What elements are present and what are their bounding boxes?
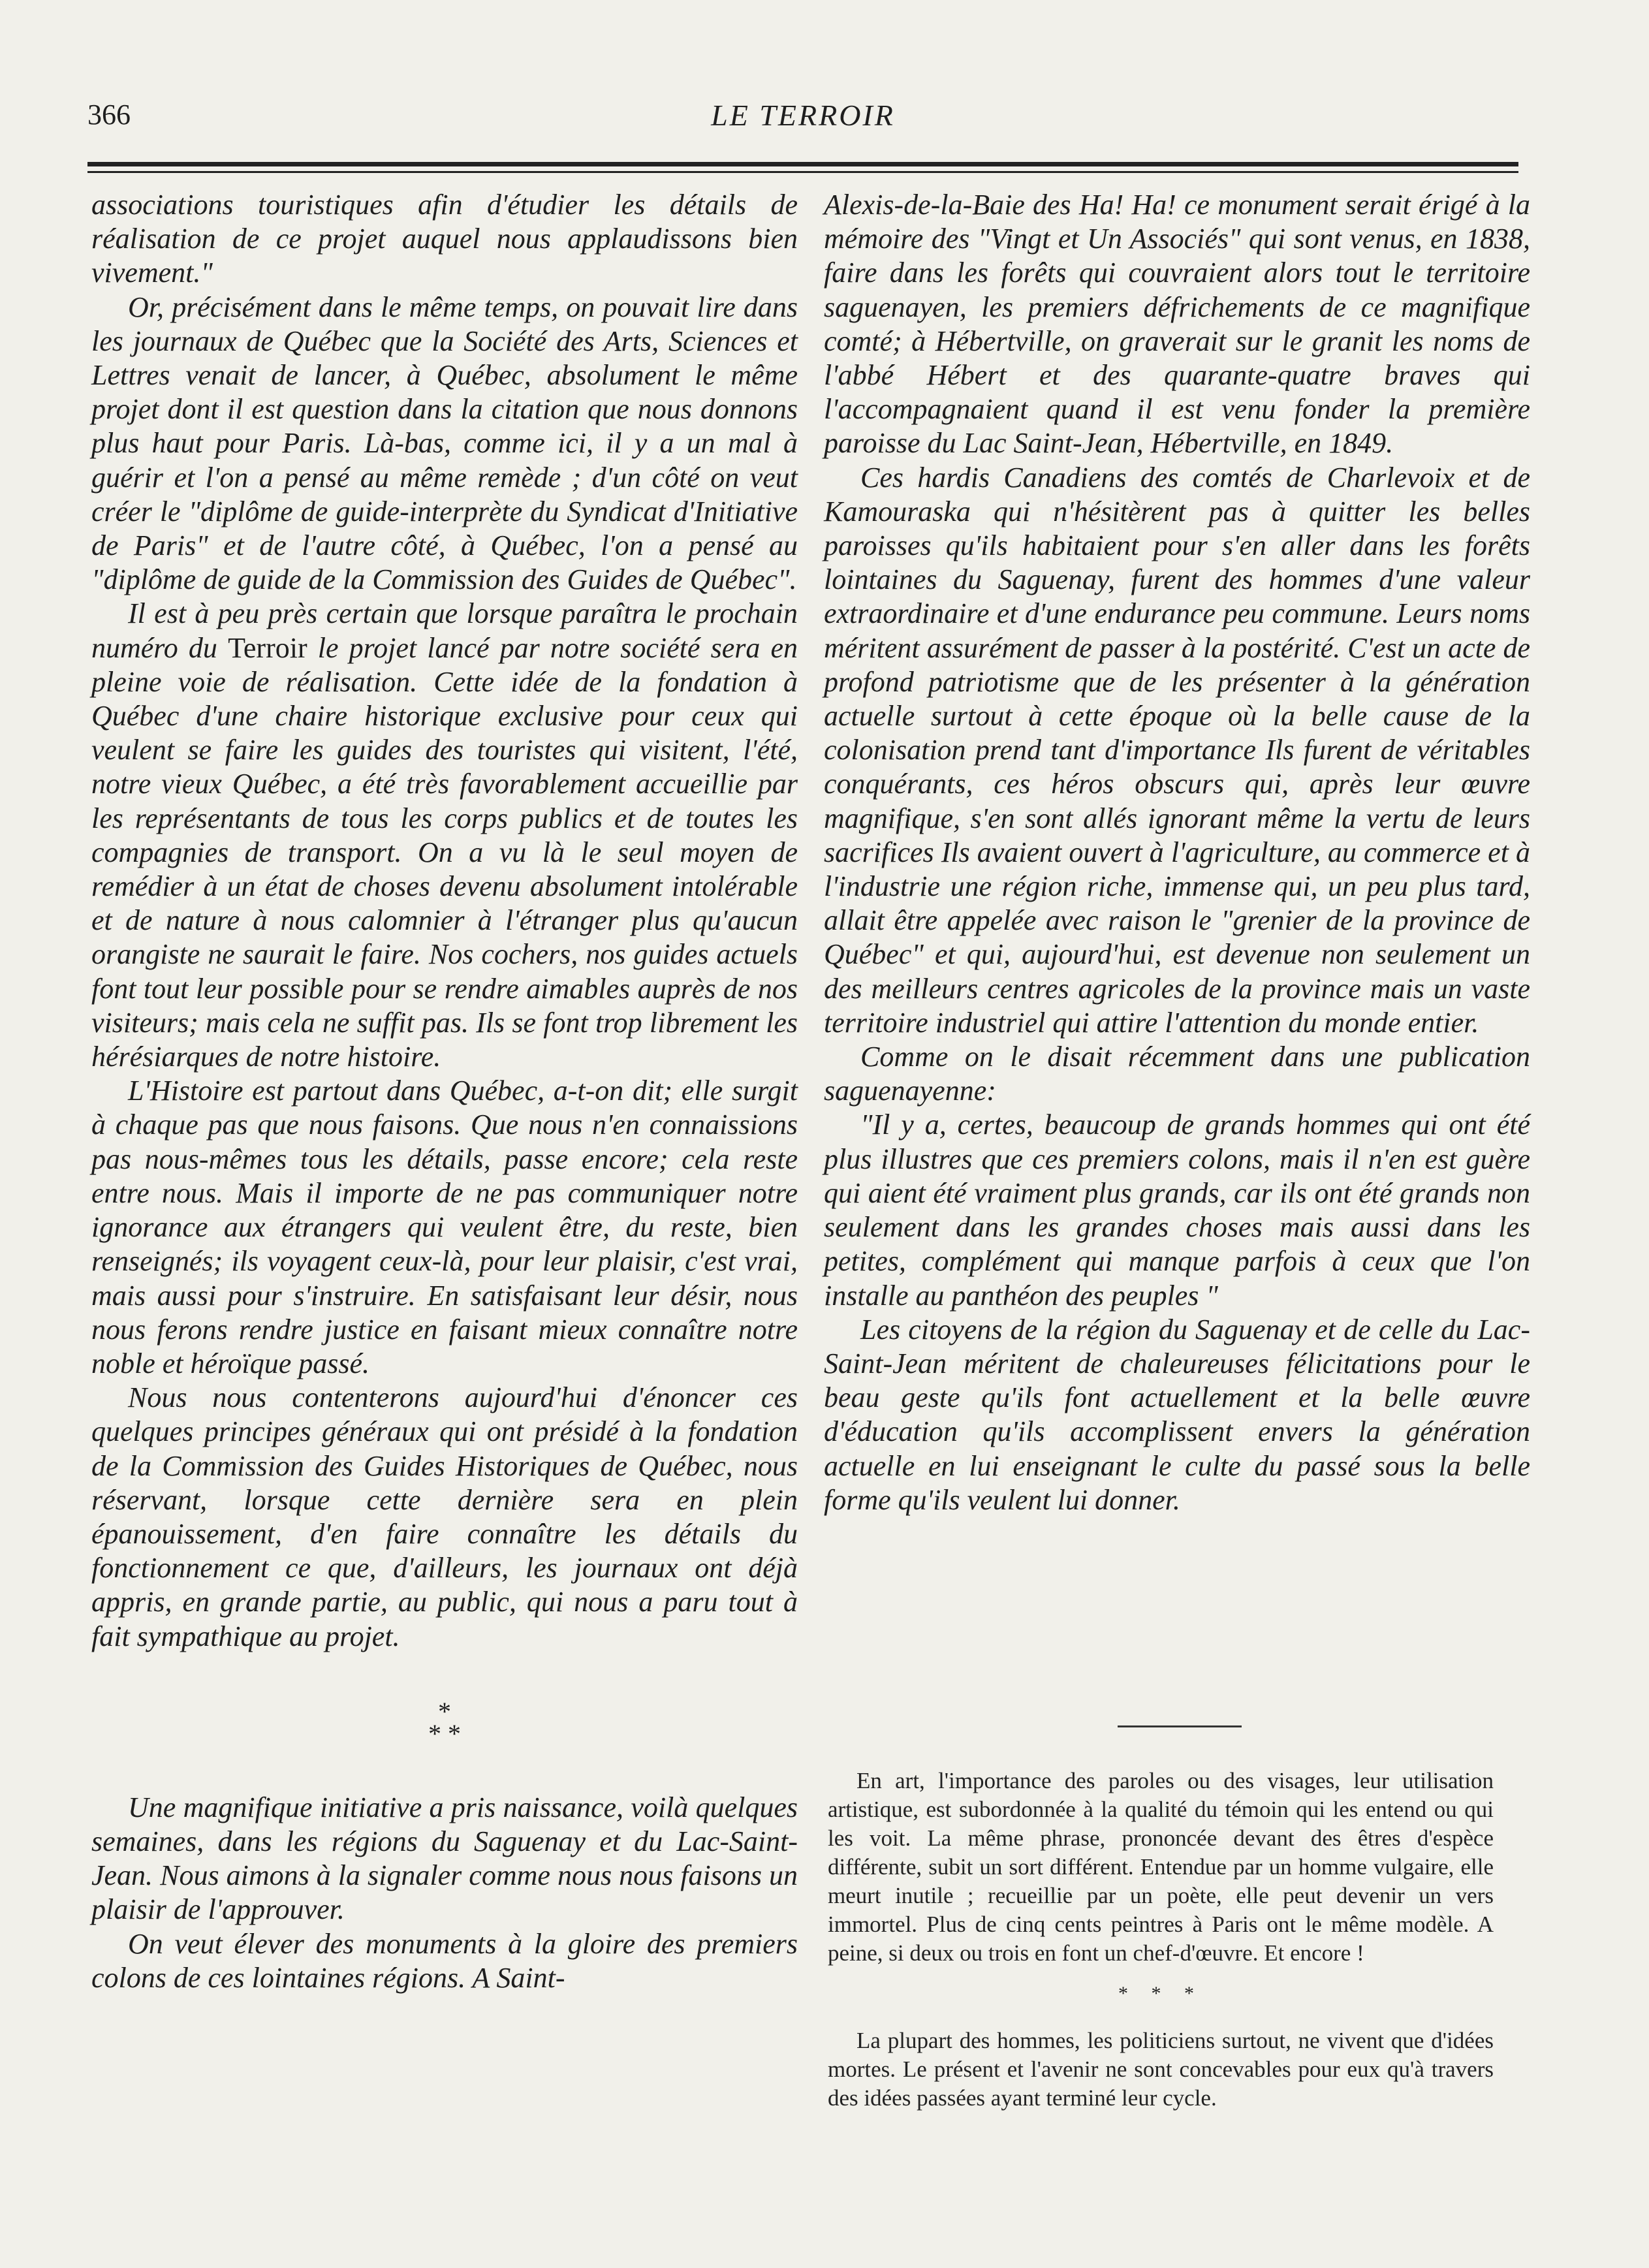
page-number: 366 xyxy=(87,99,131,131)
footer-notes xyxy=(828,1767,1494,2113)
note-separator: * * * xyxy=(1118,1983,1203,2004)
paragraph: Alexis-de-la-Baie des Ha! Ha! ce monument serait érigé à la mémoire des "Vingt et Un Associés" qui sont venus, en 1838, faire dans les forêts qui couvraient alors tout le territoire saguenayen, les premiers défrichements de ce magnifique comté; à Hébertville, on graverait sur le granit les noms de l'abbé Hébert et des quarante-quatre braves qui l'accompagnaient quand il est venu fonder la première paroisse du Lac Saint-Jean, Hébertville, en 1849. xyxy=(824,189,1530,460)
paragraph: On veut élever des monuments à la gloire des premiers colons de ces lointaines régions. A Saint- xyxy=(91,1927,798,1994)
publication-title: Terroir xyxy=(228,631,307,664)
paragraph: Ces hardis Canadiens des comtés de Charlevoix et de Kamouraska qui n'hésitèrent pas à quitter les belles paroisses qu'ils habitaient pour s'en aller dans les forêts lointaines du Saguenay, furent des hommes d'une valeur extraordinaire et d'une endurance peu commune. Leurs noms méritent assurément de passer à la postérité. C'est un acte de profond patriotisme que de les présenter à la génération actuelle surtout à cette époque où la belle cause de la colonisation prend tant d'importance Ils furent de véritables conquérants, ces héros obscurs qui, après leur œuvre magnifique, s'en sont allés ignorant même la vertu de leurs sacrifices Ils avaient ouvert à l'agriculture, au commerce et à l'industrie une région riche, immense qui, un peu plus tard, allait être appelée avec raison le "grenier de la province de Québec" et qui, aujourd'hui, est devenue non seulement un des meilleurs centres agricoles de la province mais un vaste territoire industriel qui attire l'attention du monde entier. xyxy=(824,461,1530,1039)
note-paragraph: En art, l'importance des paroles ou des visages, leur utilisation artistique, est subordonnée à la qualité du témoin qui les entend ou qui les voit. La même phrase, prononcée devant des êtres d'espèce différente, subit un sort différent. Entendue par un homme vulgaire, elle meurt inutile ; recueillie par un poète, elle peut devenir un vers immortel. Plus de cinq cents peintres à Paris ont le même modèle. A peine, si deux ou trois en font un chef-d'œuvre. Et encore ! xyxy=(828,1768,1494,1966)
asterism-top: * xyxy=(438,1696,451,1726)
asterism-bottom: * * xyxy=(428,1718,461,1748)
running-title: LE TERROIR xyxy=(711,99,895,132)
paragraph: Or, précisément dans le même temps, on pouvait lire dans les journaux de Québec que la Société des Arts, Sciences et Lettres venait de lancer, à Québec, absolument le même projet dont il est question dans la citation que nous donnons plus haut pour Paris. Là-bas, comme ici, il y a un mal à guérir et l'on a pensé au même remède ; d'un côté on veut créer le "diplôme de guide-interprète du Syndicat d'Initiative de Paris" et de l'autre côté, à Québec, l'on a pensé au "diplôme de guide de la Commission des Guides de Québec". xyxy=(91,291,798,596)
header-rule-thin xyxy=(87,171,1518,173)
paragraph-text: Il est à peu près certain que lorsque paraîtra le prochain numéro du xyxy=(91,597,798,664)
section-divider xyxy=(1118,1725,1242,1727)
note-paragraph: La plupart des hommes, les politiciens surtout, ne vivent que d'idées mortes. Le présent et l'avenir ne sont concevables pour eux qu'à travers des idées passées ayant terminé leur cycle. xyxy=(828,2028,1494,2111)
paragraph xyxy=(91,597,798,1074)
header-rule-thick xyxy=(87,162,1518,166)
paragraph: Une magnifique initiative a pris naissance, voilà quelques semaines, dans les régions du Saguenay et du Lac-Saint-Jean. Nous aimons à la signaler comme nous nous faisons un plaisir de l'approuver. xyxy=(91,1791,798,1926)
quotation: "Il y a, certes, beaucoup de grands hommes qui ont été plus illustres que ces premiers colons, mais il n'en est guère qui aient été vraiment plus grands, car ils ont été grands non seulement dans les grandes choses mais aussi dans les petites, complément qui manque parfois à ceux que l'on installe au panthéon des peuples " xyxy=(824,1109,1530,1312)
page-header xyxy=(87,98,1518,150)
right-column xyxy=(824,188,1530,1517)
paragraph: L'Histoire est partout dans Québec, a-t-on dit; elle surgit à chaque pas que nous faisons. Que nous n'en connaissions pas nous-mêmes tous les détails, passe encore; cela reste entre nous. Mais il importe de ne pas communiquer notre ignorance aux étrangers qui veulent être, du reste, bien renseignés; ils voyagent ceux-là, pour leur plaisir, c'est vrai, mais aussi pour s'instruire. En satisfaisant leur désir, nous nous ferons rendre justice en faisant mieux connaître notre noble et héroïque passé. xyxy=(91,1075,798,1379)
paragraph: Comme on le disait récemment dans une publication saguenayenne: xyxy=(824,1041,1530,1107)
left-column xyxy=(91,188,798,1995)
paragraph: Les citoyens de la région du Saguenay et de celle du Lac-Saint-Jean méritent de chaleureuses félicitations pour le beau geste qu'ils font actuellement et la belle œuvre d'éducation qu'ils accomplissent envers la génération actuelle en lui enseignant le culte du passé sous la belle forme qu'ils veulent lui donner. xyxy=(824,1313,1530,1516)
paragraph: associations touristiques afin d'étudier les détails de réalisation de ce projet auquel nous applaudissons bien vivement." xyxy=(91,189,798,289)
asterism xyxy=(91,1696,798,1748)
paragraph-text: le projet lancé par notre société sera en pleine voie de réalisation. Cette idée de la fondation à Québec d'une chaire historique exclusive pour ceux qui veulent se faire les guides des touristes qui visitent, l'été, notre vieux Québec, a été très favorablement accueillie par les représentants de tous les corps publics et de toutes les compagnies de transport. On a vu là le seul moyen de remédier à un état de choses devenu absolument intolérable et de nature à nous calomnier à l'étranger plus qu'aucun orangiste ne saurait le faire. Nos cochers, nos guides actuels font tout leur possible pour se rendre aimables auprès de nos visiteurs; mais cela ne suffit pas. Ils se font trop librement les hérésiarques de notre histoire. xyxy=(91,631,798,1073)
paragraph: Nous nous contenterons aujourd'hui d'énoncer ces quelques principes généraux qui ont présidé à la fondation de la Commission des Guides Historiques de Québec, nous réservant, lorsque cette dernière sera en plein épanouissement, d'en faire connaître les détails du fonctionnement ce que, d'ailleurs, les journaux ont déjà appris, en grande partie, au public, qui nous a paru tout à fait sympathique au projet. xyxy=(91,1381,798,1652)
